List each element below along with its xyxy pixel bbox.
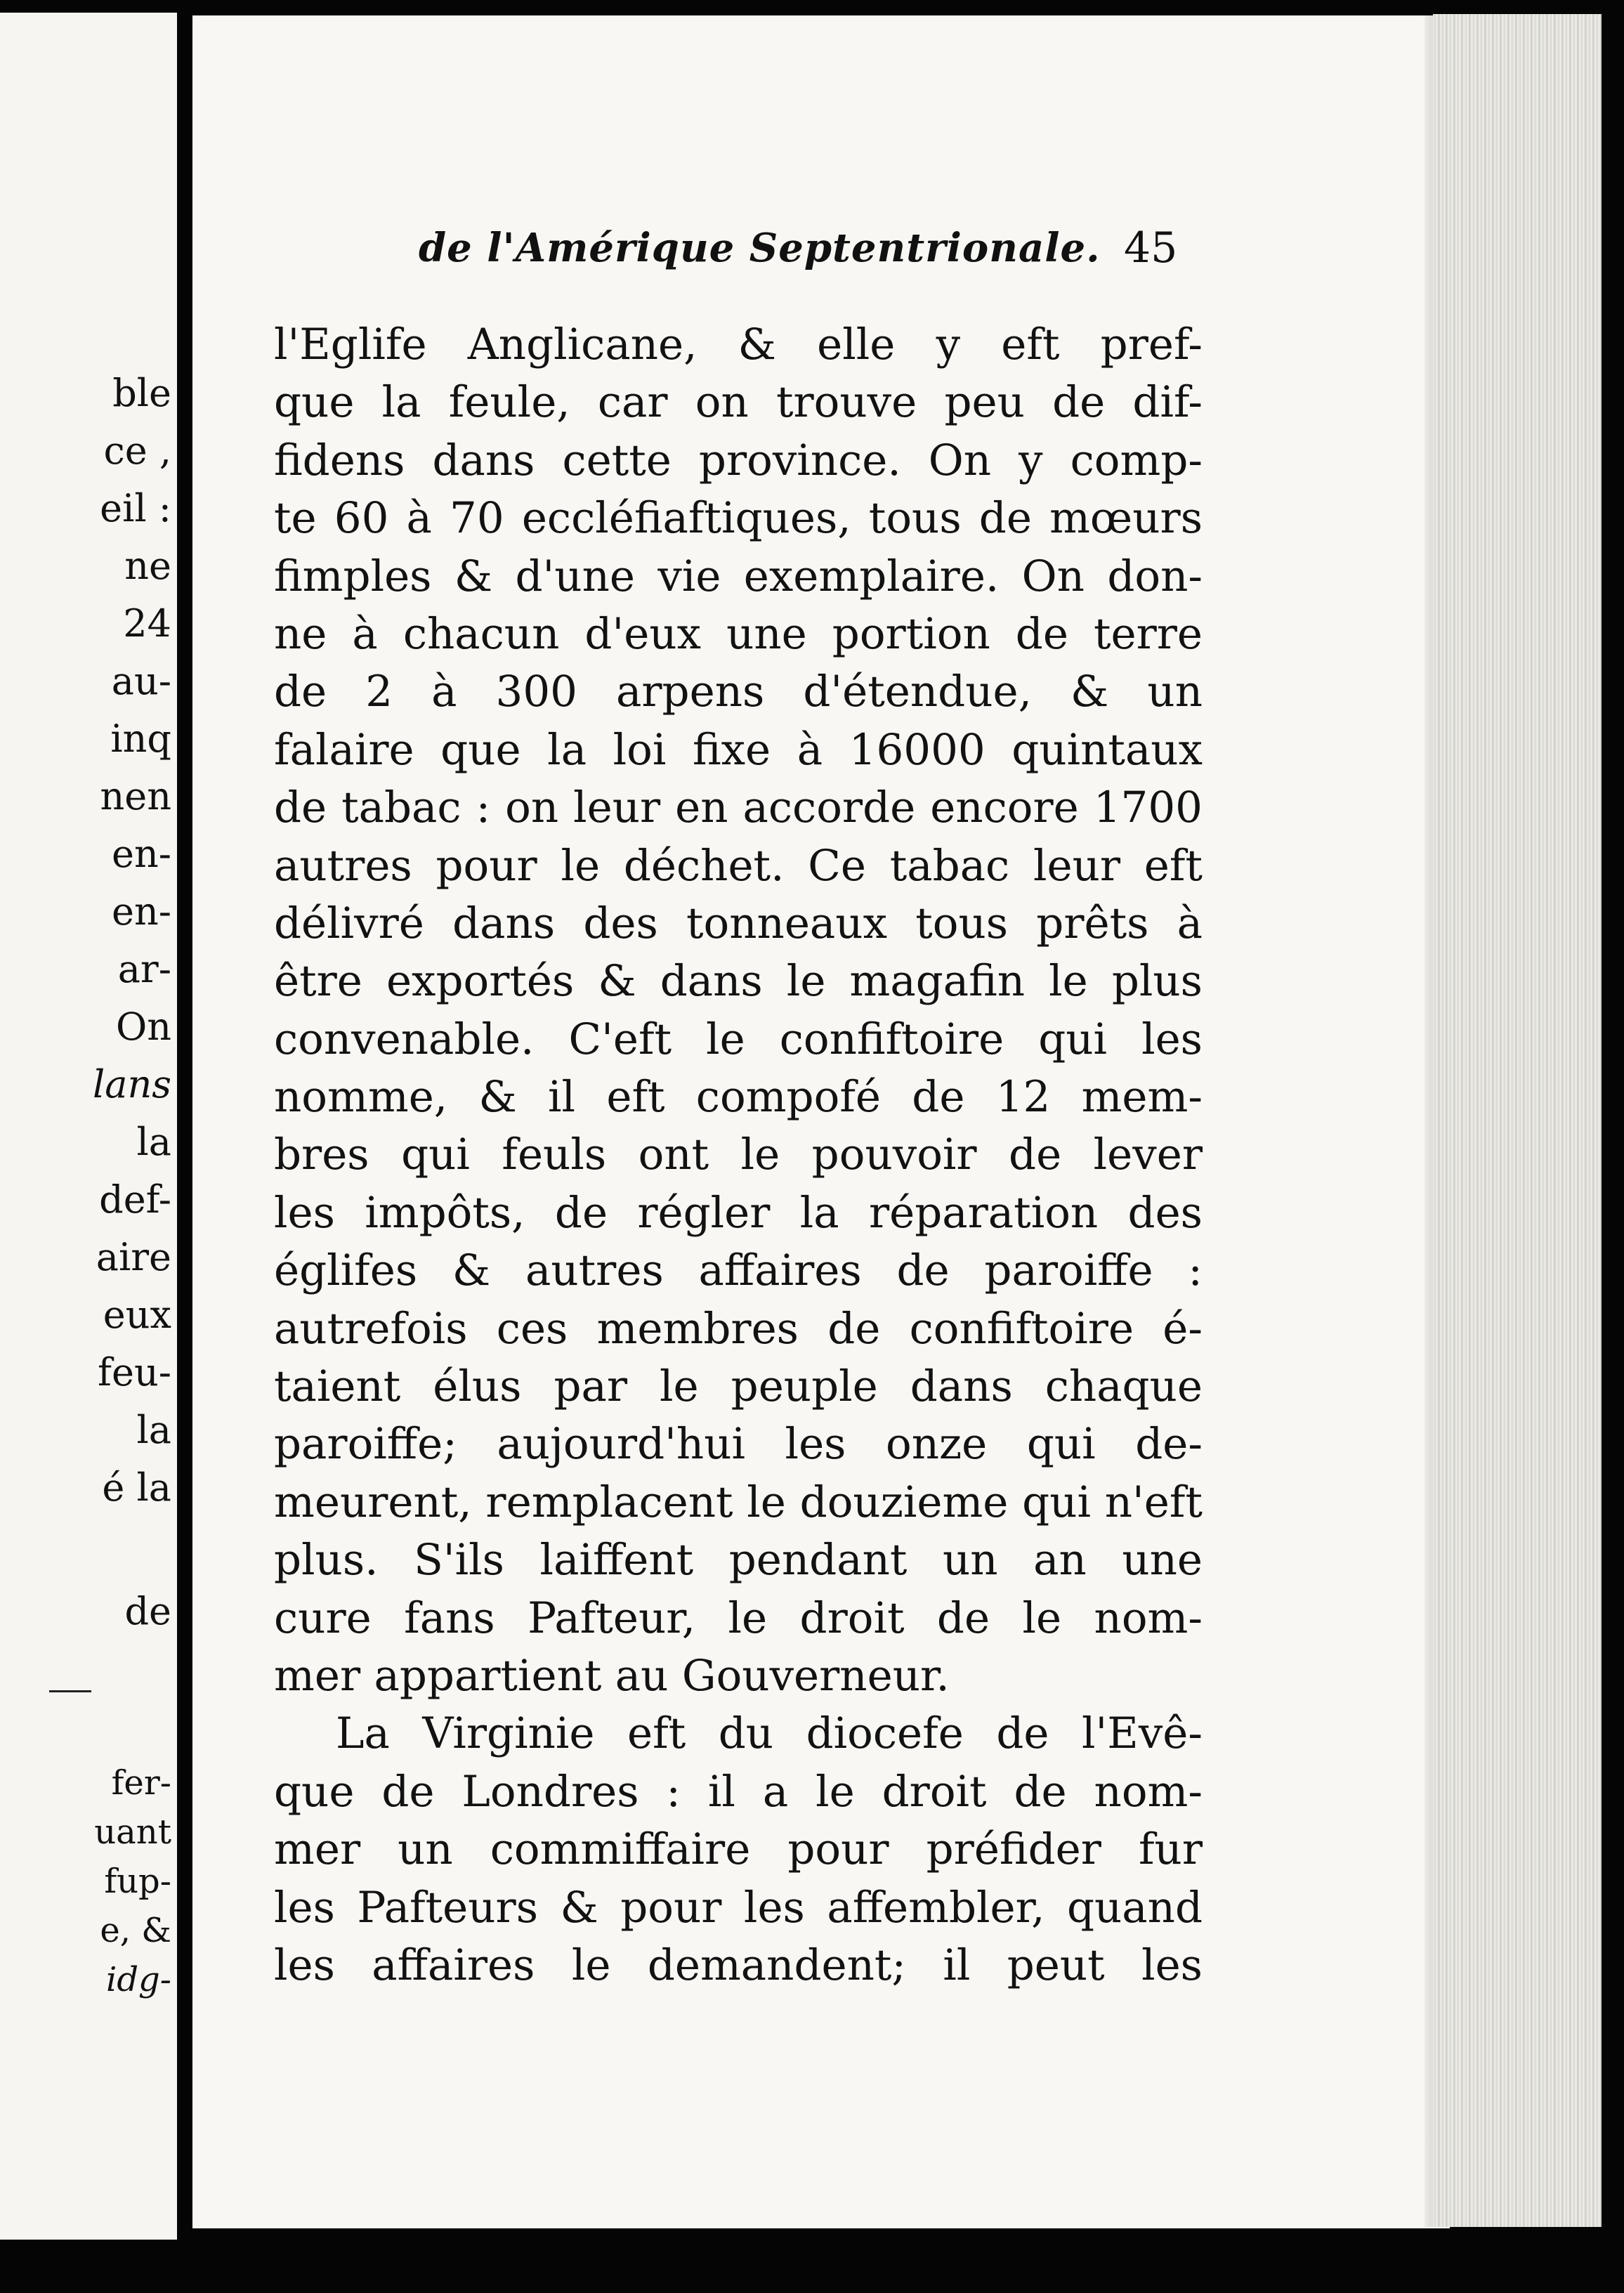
paragraph-2: [274, 1705, 1203, 1994]
running-head: de l'Amérique Septentrionale.: [419, 225, 1101, 271]
facing-footnote-line: fer-: [111, 1763, 171, 1803]
text-line: falaire que la loi fixe à 16000 quintaux: [274, 724, 1203, 775]
footnote-rule: [49, 1690, 91, 1692]
text-line: mer appartient au Gouverneur.: [274, 1650, 950, 1701]
page-block-edge: [1433, 14, 1602, 2227]
text-line: ne à chacun d'eux une portion de terre: [274, 608, 1203, 659]
facing-page-line: la: [136, 1408, 171, 1452]
facing-page-line: ce ,: [103, 429, 171, 473]
text-line: cure fans Pafteur, le droit de le nom-: [274, 1593, 1203, 1643]
text-line: plus. S'ils laiffent pendant un an une: [274, 1535, 1203, 1586]
text-line: paroiffe; aujourd'hui les onze qui de-: [274, 1419, 1203, 1470]
facing-page-line: au-: [111, 659, 171, 703]
text-line: délivré dans des tonneaux tous prêts à: [274, 898, 1203, 948]
facing-page-line: en-: [112, 889, 171, 934]
text-line: meurent, remplacent le douzieme qui n'eft: [274, 1477, 1203, 1527]
text-line: de tabac : on leur en accorde encore 1700: [274, 783, 1203, 833]
text-line: l'Eglife Anglicane, & elle y eft pref-: [274, 320, 1203, 370]
text-line: être exportés & dans le magafin le plus: [274, 956, 1203, 1007]
paragraph-1: [274, 316, 1203, 1705]
facing-page-left: [0, 13, 177, 2240]
text-line: les affaires le demandent; il peut les: [274, 1940, 1203, 1990]
text-line: autrefois ces membres de confiftoire é-: [274, 1303, 1203, 1354]
facing-page-line: On: [115, 1005, 171, 1049]
body-text: [274, 316, 1203, 1994]
facing-page-line: nen: [100, 774, 171, 818]
text-line: de 2 à 300 arpens d'étendue, & un: [274, 667, 1203, 717]
page-number: 45: [1124, 223, 1178, 273]
facing-page-line: eux: [103, 1293, 171, 1337]
facing-page-line: de: [124, 1589, 171, 1633]
text-line: te 60 à 70 eccléfiaftiques, tous de mœurs: [274, 493, 1203, 544]
facing-page-line: inq: [110, 717, 171, 761]
facing-page-line: ble: [112, 371, 171, 415]
text-line: taient élus par le peuple dans chaque: [274, 1361, 1203, 1412]
text-line: églifes & autres affaires de paroiffe :: [274, 1246, 1203, 1296]
facing-page-line: é la: [102, 1465, 171, 1510]
text-line: les Pafteurs & pour les affembler, quand: [274, 1882, 1203, 1933]
facing-page-line: ar-: [117, 947, 171, 991]
facing-page-line: 24: [123, 601, 171, 646]
facing-page-line: aire: [96, 1235, 171, 1279]
book-gutter: [177, 0, 192, 2293]
text-line: que la feule, car on trouve peu de dif-: [274, 377, 1203, 428]
text-line: que de Londres : il a le droit de nom-: [274, 1766, 1203, 1817]
facing-page-line: en-: [112, 832, 171, 876]
text-line: autres pour le déchet. Ce tabac leur eft: [274, 840, 1203, 891]
text-line: les impôts, de régler la réparation des: [274, 1187, 1203, 1238]
facing-page-line: feu-: [98, 1350, 171, 1394]
text-line: fimples & d'une vie exemplaire. On don-: [274, 551, 1203, 601]
facing-page-line: def-: [99, 1177, 171, 1222]
facing-page-line: ne: [124, 544, 171, 588]
facing-page-line: la: [136, 1120, 171, 1164]
text-line: bres qui feuls ont le pouvoir de lever: [274, 1130, 1203, 1180]
text-line: convenable. C'eft le confiftoire qui les: [274, 1014, 1203, 1064]
text-line: nomme, & il eft compofé de 12 mem-: [274, 1072, 1203, 1123]
text-line: La Virginie eft du diocefe de l'Evê-: [336, 1709, 1203, 1759]
facing-page-line: eil :: [100, 486, 171, 530]
facing-footnote-line: idg-: [105, 1960, 171, 1999]
text-line: mer un commiffaire pour préfider fur: [274, 1824, 1203, 1875]
facing-footnote-line: uant: [94, 1812, 171, 1852]
facing-page-line: lans: [93, 1062, 171, 1106]
facing-footnote-line: e, &: [100, 1911, 171, 1950]
text-line: fidens dans cette province. On y comp-: [274, 435, 1203, 485]
facing-footnote-line: fup-: [104, 1862, 171, 1901]
